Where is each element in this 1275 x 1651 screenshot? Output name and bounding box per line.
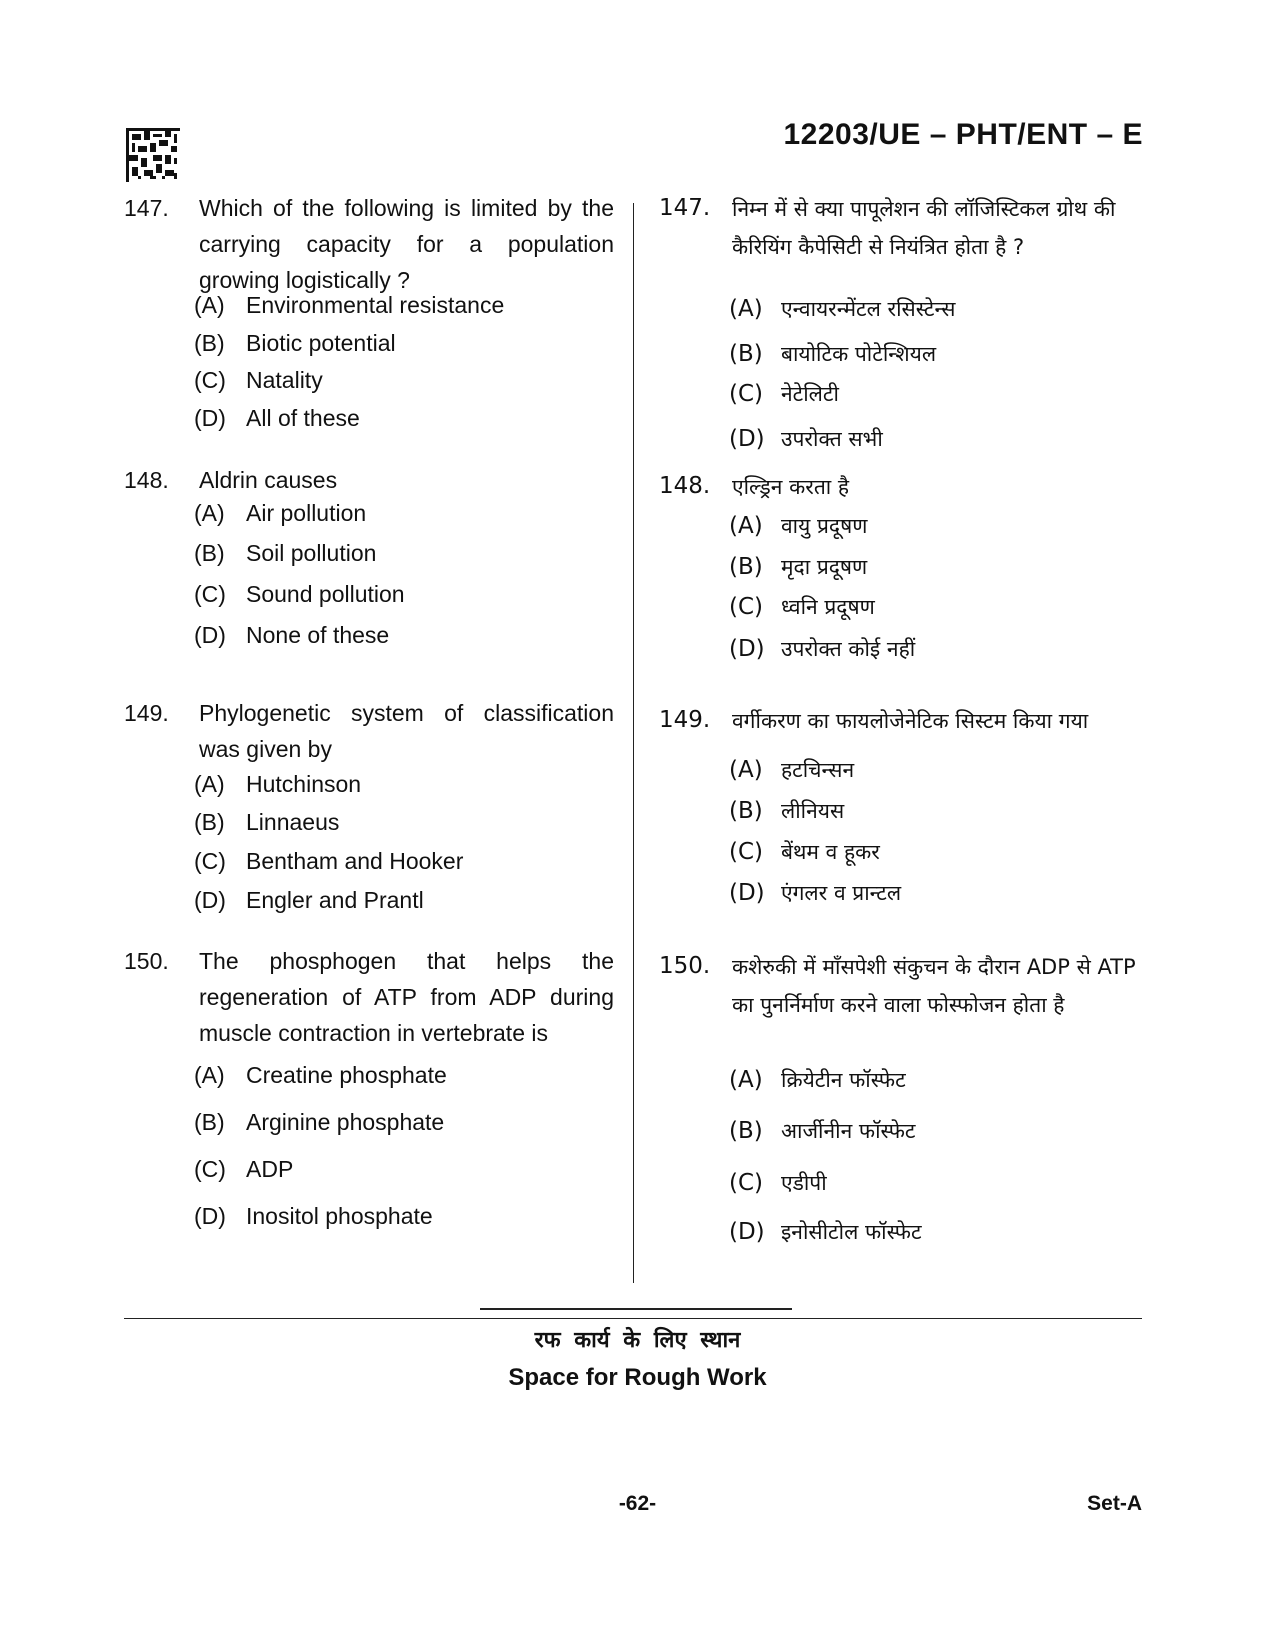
option-a: (A) वायु प्रदूषण <box>729 513 868 539</box>
option-c: (C) नेटेलिटी <box>729 381 839 407</box>
question-number: 149. <box>124 700 169 726</box>
option-d: (D) None of these <box>194 622 390 648</box>
option-d: (D) All of these <box>194 405 360 431</box>
option-a: (A) हटचिन्सन <box>729 757 855 783</box>
option-b: (B) लीनियस <box>729 798 845 824</box>
option-d: (D) उपरोक्त सभी <box>729 426 883 452</box>
option-a: (A) Air pollution <box>194 500 367 526</box>
option-d: (D) उपरोक्त कोई नहीं <box>729 636 916 662</box>
option-a: (A) एन्वायरन्मेंटल रसिस्टेन्स <box>729 296 956 322</box>
question-number: 148. <box>659 473 711 499</box>
option-c: (C) Bentham and Hooker <box>194 848 464 874</box>
option-b: (B) बायोटिक पोटेन्शियल <box>729 341 937 367</box>
question-number: 150. <box>659 953 711 979</box>
option-b: (B) Soil pollution <box>194 540 377 566</box>
column-divider <box>633 203 634 1283</box>
question-text: वर्गीकरण का फायलोजेनेटिक सिस्टम किया गया <box>732 709 1089 733</box>
option-a: (A) क्रियेटीन फॉस्फेट <box>729 1067 906 1093</box>
rough-work-label-english: Space for Rough Work <box>508 1364 767 1391</box>
option-c: (C) Natality <box>194 367 323 393</box>
option-c: (C) Sound pollution <box>194 581 405 607</box>
option-c: (C) एडीपी <box>729 1170 827 1196</box>
option-c: (C) ध्वनि प्रदूषण <box>729 594 875 620</box>
question-number: 149. <box>659 707 711 733</box>
question-number: 150. <box>124 948 169 974</box>
question-text: The phosphogen that helps the regeneration of ATP from ADP during muscle contraction in vertebrate is <box>199 948 614 1046</box>
option-b: (B) मृदा प्रदूषण <box>729 554 868 580</box>
qr-code-icon <box>126 128 180 182</box>
option-b: (B) Biotic potential <box>194 330 396 356</box>
question-text: निम्न में से क्या पापूलेशन की लॉजिस्टिकल ग्रोथ की कैरियिंग कैपेसिटी से नियंत्रित होता है ? <box>732 197 1116 259</box>
option-d: (D) इनोसीटोल फॉस्फेट <box>729 1219 922 1245</box>
question-text: Which of the following is limited by the carrying capacity for a population growing logistically ? <box>199 195 614 293</box>
question-number: 148. <box>124 467 169 493</box>
question-number: 147. <box>124 195 169 221</box>
option-a: (A) Environmental resistance <box>194 292 505 318</box>
rough-work-label-hindi: रफ कार्य के लिए स्थान <box>534 1328 741 1353</box>
option-a: (A) Creatine phosphate <box>194 1062 447 1088</box>
option-c: (C) ADP <box>194 1156 294 1182</box>
option-d: (D) एंगलर व प्रान्टल <box>729 880 902 906</box>
option-b: (B) Linnaeus <box>194 809 340 835</box>
option-b: (B) Arginine phosphate <box>194 1109 445 1135</box>
question-text: कशेरुकी में माँसपेशी संकुचन के दौरान ADP से ATP का पुनर्निर्माण करने वाला फोस्फोजन होता है <box>732 955 1136 1017</box>
question-text: Aldrin causes <box>199 467 338 493</box>
paper-code: 12203/UE – PHT/ENT – E <box>783 118 1143 151</box>
option-b: (B) आर्जीनीन फॉस्फेट <box>729 1118 916 1144</box>
option-d: (D) Engler and Prantl <box>194 887 424 913</box>
page-number: -62- <box>618 1492 657 1515</box>
option-a: (A) Hutchinson <box>194 771 362 797</box>
question-text: Phylogenetic system of classification was given by <box>199 700 614 762</box>
question-text: एल्ड्रिन करता है <box>732 475 850 499</box>
section-end-rule <box>480 1308 792 1310</box>
question-number: 147. <box>659 195 711 221</box>
rough-work-divider <box>124 1318 1142 1319</box>
option-d: (D) Inositol phosphate <box>194 1203 433 1229</box>
set-label: Set-A <box>1087 1492 1142 1515</box>
option-c: (C) बेंथम व हूकर <box>729 839 880 865</box>
